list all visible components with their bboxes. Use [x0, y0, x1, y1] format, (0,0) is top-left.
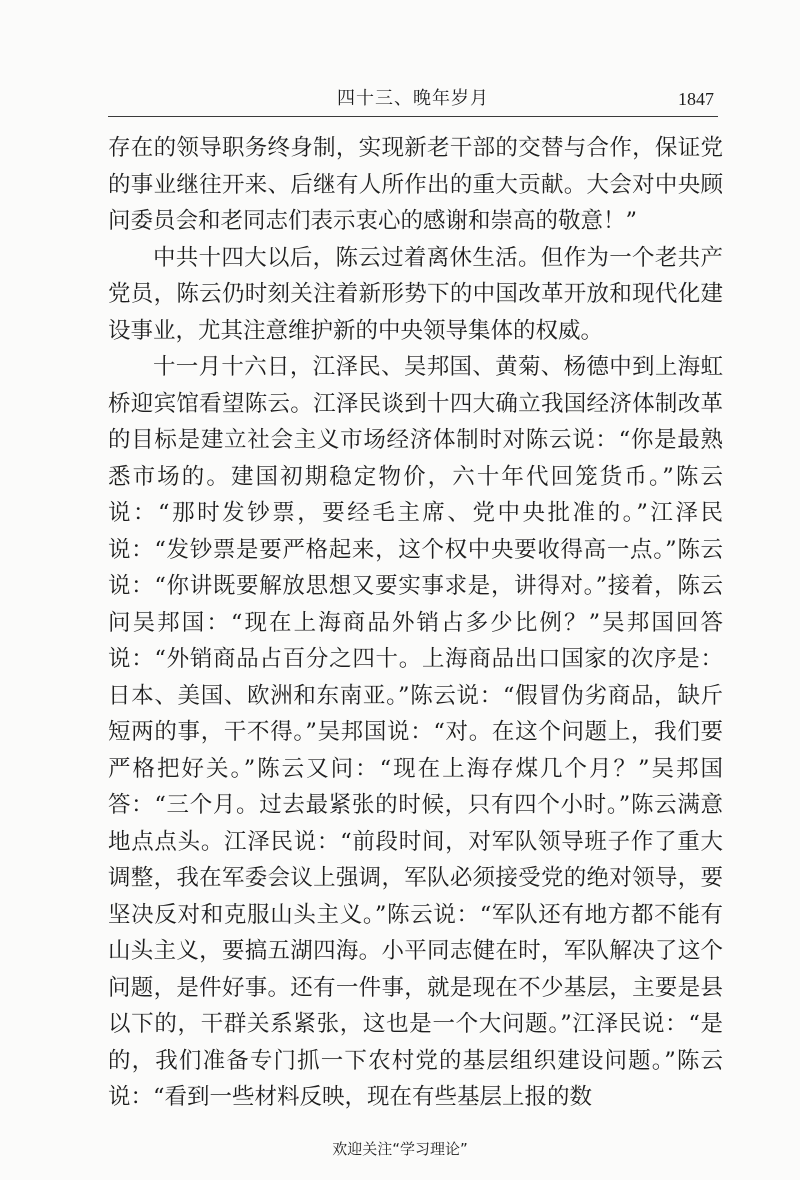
running-header: [108, 86, 718, 117]
body-text: [108, 130, 723, 1116]
paragraph: 中共十四大以后，陈云过着离休生活。但作为一个老共产党员，陈云仍时刻关注着新形势下的中国改革开放和现代化建设事业，尤其注意维护新的中央领导集体的权威。: [108, 244, 723, 344]
chapter-title: 四十三、晚年岁月: [337, 88, 489, 109]
page-number: 1847: [678, 89, 714, 109]
footer-watermark-text: 欢迎关注“学习理论”: [332, 1140, 468, 1158]
paragraph: 十一月十六日，江泽民、吴邦国、黄菊、杨德中到上海虹桥迎宾馆看望陈云。江泽民谈到十四大确立我国经济体制改革的目标是建立社会主义市场经济体制时对陈云说：“你是最熟悉市场的。建国初期稳定物价，六十年代回笼货币。”陈云说：“那时发钞票，要经毛主席、党中央批准的。”江泽民说：“发钞票是要严格起来，这个权中央要收得高一点。”陈云说：“你讲既要解放思想又要实事求是，讲得对。”接着，陈云问吴邦国：“现在上海商品外销占多少比例？”吴邦国回答说：“外销商品占百分之四十。上海商品出口国家的次序是：日本、美国、欧洲和东南亚。”陈云说：“假冒伪劣商品，缺斤短两的事，干不得。”吴邦国说：“对。在这个问题上，我们要严格把好关。”陈云又问：“现在上海存煤几个月？”吴邦国答：“三个月。过去最紧张的时候，只有四个小时。”陈云满意地点点头。江泽民说：“前段时间，对军队领导班子作了重大调整，我在军委会议上强调，军队必须接受党的绝对领导，要坚决反对和克服山头主义。”陈云说：“军队还有地方都不能有山头主义，要搞五湖四海。小平同志健在时，军队解决了这个问题，是件好事。还有一件事，就是现在不少基层，主要是县以下的，干群关系紧张，这也是一个大问题。”江泽民说：“是的，我们准备专门抓一下农村党的基层组织建设问题。”陈云说：“看到一些材料反映，现在有些基层上报的数: [108, 354, 723, 1110]
paragraph-continued: 存在的领导职务终身制，实现新老干部的交替与合作，保证党的事业继往开来、后继有人所作出的重大贡献。大会对中央顾问委员会和老同志们表示衷心的感谢和崇高的敬意！”: [108, 135, 723, 234]
